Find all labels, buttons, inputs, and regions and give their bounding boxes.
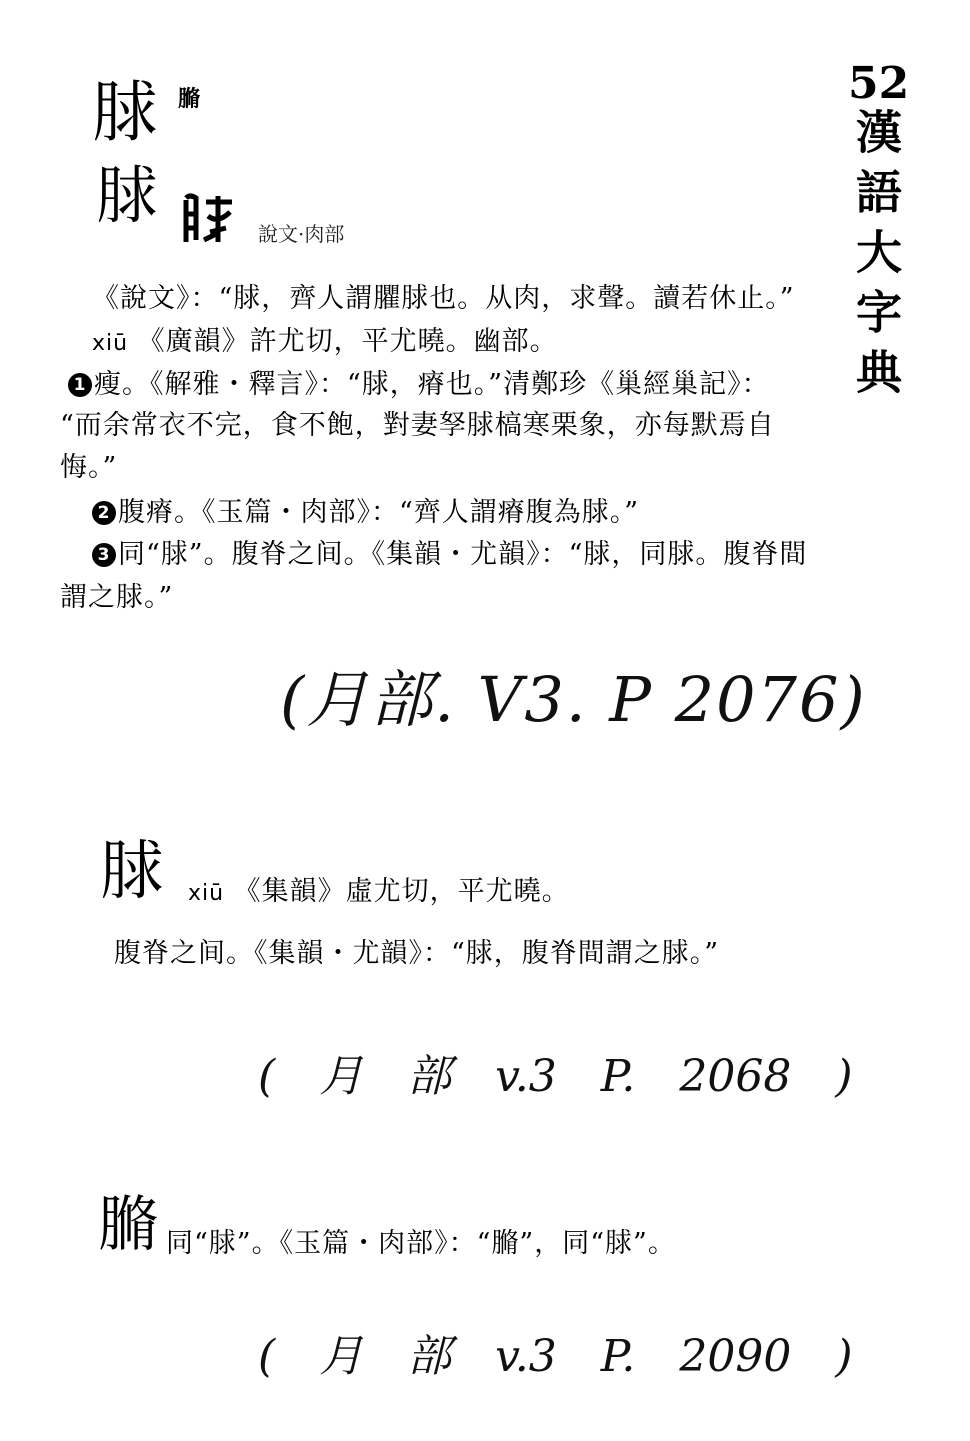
seal-source: 說文·肉部 [258,222,345,246]
entry1-sense1-cont2: 悔。” [60,452,118,483]
entry1-sense2 [92,497,639,529]
dictionary-title: 漢語大字典 [849,108,903,408]
entry1-sense1 [68,369,770,401]
entry3-line1: 同“脙”。《玉篇・肉部》：“䐰”，同“脙”。 [166,1228,676,1259]
seal-script-icon [180,188,242,250]
entry1-headword-large: 脙 [96,159,159,232]
entry2-line2: 腹脊之间。《集韻・尤韻》：“脙，腹脊間謂之脙。” [114,938,720,969]
entry1-variant: 䐰 [178,86,201,112]
entry2-line1 [188,876,570,908]
handwritten-note-2: ( 月 部 v.3 P. 2068 ) [258,1051,853,1102]
entry1-line-pinyin [92,326,558,358]
entry2-pinyin: xiū [188,881,225,906]
entry2-headword: 脙 [100,835,164,909]
handwritten-note-1: (月部. V3. P 2076) [280,663,867,736]
entry1-sense1-cont1: “而余常衣不完，食不飽，對妻孥脙槁寒栗象，亦每默焉自 [60,410,775,441]
entry1-sense3-text: 同“脙”。腹脊之间。《集韻・尤韻》：“脙，同脙。腹脊間 [118,539,808,570]
seal-script-glyph [180,188,242,250]
page-number: 52 [848,58,910,109]
entry1-guangyun: 《廣韻》許尤切，平尤曉。幽部。 [137,326,558,357]
entry2-jiyun: 《集韻》虛尤切，平尤曉。 [233,876,570,907]
entry1-headword: 脙 [92,74,158,151]
entry1-sense1-text: 瘦。《解雅・釋言》：“脙，瘠也。”清鄭珍《巢經巢記》： [94,369,770,400]
handwritten-note-3: ( 月 部 v.3 P. 2090 ) [258,1331,853,1382]
entry1-sense3-cont: 謂之脙。” [60,582,174,613]
entry3-headword: 䐰 [98,1190,158,1260]
sense-number-2: 2 [92,501,116,525]
entry1-sense2-text: 腹瘠。《玉篇・肉部》：“齊人謂瘠腹為脙。” [118,497,640,528]
entry1-sense3 [92,539,807,571]
entry1-line-shuowen: 《說文》：“脙，齊人謂臞脙也。从肉，求聲。讀若休止。” [92,283,795,314]
sense-number-3: 3 [92,543,116,567]
sense-number-1: 1 [68,373,92,397]
entry1-pinyin: xiū [92,331,129,356]
